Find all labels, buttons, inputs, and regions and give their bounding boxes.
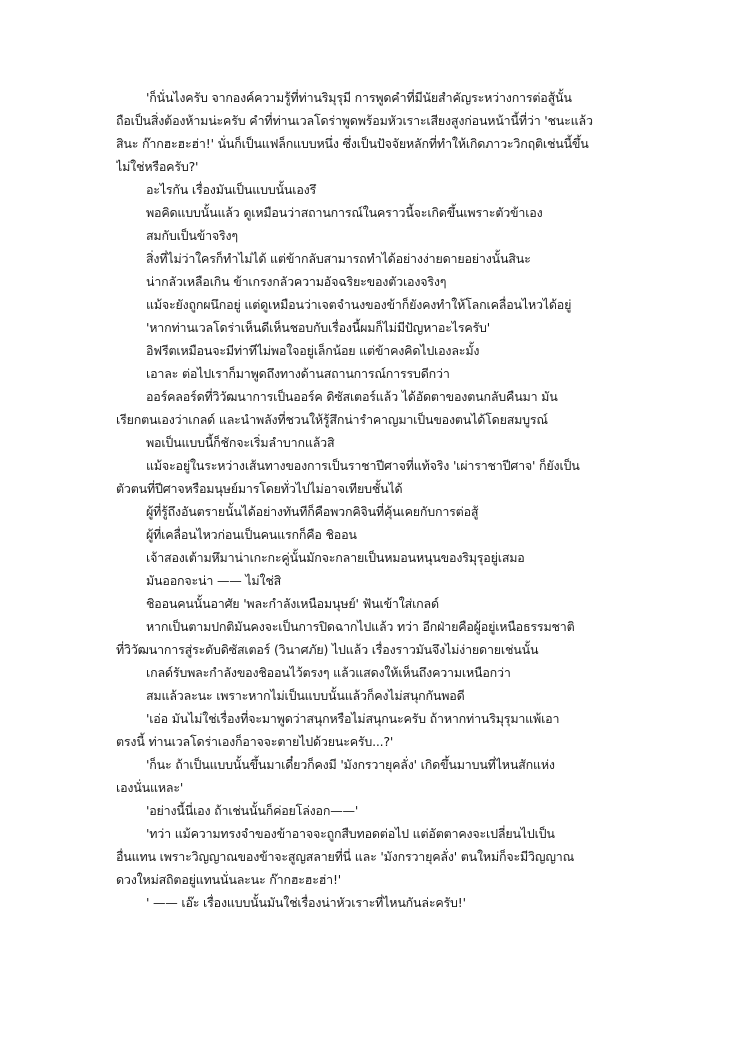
text-line: มันออกจะน่า —— ไม่ใช่สิ [146,573,282,588]
paragraph [116,822,638,891]
paragraph [116,661,638,684]
text-line: พอคิดแบบนั้นแล้ว ดูเหมือนว่าสถานการณ์ในคราวนี้จะเกิดขึ้นเพราะตัวข้าเอง [146,205,543,220]
text-line: ผู้ที่รู้ถึงอันตรายนั้นได้อย่างทันทีก็คือพวกคิจินที่คุ้นเคยกับการต่อสู้ [146,504,479,519]
text-line: เจ้าสองเต้ามหึมาน่าเกะกะคู่นั้นมักจะกลายเป็นหมอนหนุนของริมุรุอยู่เสมอ [146,550,525,565]
text-line: 'ก็นะ ถ้าเป็นแบบนั้นขึ้นมาเดี๋ยวก็คงมี 'มังกรวายุคลั่ง' เกิดขึ้นมาบนที่ไหนสักแห่ง [146,757,555,772]
text-line: พอเป็นแบบนี้ก็ชักจะเริ่มลำบากแล้วสิ [146,435,335,450]
paragraph [116,546,638,569]
text-line: ตรงนี้ ท่านเวลโดร่าเองก็อาจจะตายไปด้วยนะครับ...?' [116,734,394,749]
paragraph [116,201,638,224]
text-line: ผู้ที่เคลื่อนไหวก่อนเป็นคนแรกก็คือ ชิออน [146,527,357,542]
text-line: ที่วิวัฒนาการสู่ระดับดิซัสเตอร์ (วินาศภัย) ไปแล้ว เรื่องราวมันจึงไม่ง่ายดายเช่นนั้น [116,642,539,657]
text-line: แม้จะอยู่ในระหว่างเส้นทางของการเป็นราชาปีศาจที่แท้จริง 'เผ่าราชาปีศาจ' ก็ยังเป็น [146,458,580,473]
text-line: เอาละ ต่อไปเราก็มาพูดถึงทางด้านสถานการณ์การรบดีกว่า [146,366,450,381]
paragraph [116,178,638,201]
text-line: แม้จะยังถูกผนึกอยู่ แต่ดูเหมือนว่าเจตจำนงของข้าก็ยังคงทำให้โลกเคลื่อนไหวได้อยู่ [146,297,572,312]
paragraph [116,431,638,454]
text-line: สมแล้วละนะ เพราะหากไม่เป็นแบบนั้นแล้วก็คงไม่สนุกกันพอดี [146,688,465,703]
paragraph [116,270,638,293]
text-line: ตัวตนที่ปีศาจหรือมนุษย์มารโดยทั่วไปไม่อาจเทียบชั้นได้ [116,481,403,496]
text-line: ถือเป็นสิ่งต้องห้ามน่ะครับ คำที่ท่านเวลโดร่าพูดพร้อมหัวเราะเสียงสูงก่อนหน้านี้ที่ว่า 'ชนะแล้ว [116,113,593,128]
text-line: อื่นแทน เพราะวิญญาณของข้าจะสูญสลายที่นี่ และ 'มังกรวายุคลั่ง' ตนใหม่ก็จะมีวิญญาณ [116,849,574,864]
paragraph [116,500,638,523]
paragraph [116,86,638,178]
text-line: หากเป็นตามปกติมันคงจะเป็นการปิดฉากไปแล้ว ทว่า อีกฝ่ายคือผู้อยู่เหนือธรรมชาติ [146,619,575,634]
text-line: ' —— เอ๊ะ เรื่องแบบนั้นมันใช่เรื่องน่าหัวเราะที่ไหนกันล่ะครับ!' [146,895,466,910]
paragraph [116,684,638,707]
text-line: เกลด์รับพละกำลังของชิออนไว้ตรงๆ แล้วแสดงให้เห็นถึงความเหนือกว่า [146,665,511,680]
paragraph [116,339,638,362]
text-line: 'ทว่า แม้ความทรงจำของข้าอาจจะถูกสืบทอดต่อไป แต่อัตตาคงจะเปลี่ยนไปเป็น [146,826,555,841]
paragraph [116,799,638,822]
text-line: 'ก็นั่นไงครับ จากองค์ความรู้ที่ท่านริมุรุมี การพูดคำที่มีนัยสำคัญระหว่างการต่อสู้นั้น [146,90,572,105]
paragraph [116,293,638,316]
text-line: 'เอ่อ มันไม่ใช่เรื่องที่จะมาพูดว่าสนุกหรือไม่สนุกนะครับ ถ้าหากท่านริมุรุมาแพ้เอา [146,711,560,726]
text-line: สินะ ก๊ากฮะฮะฮ่า!' นั่นก็เป็นแฟล็กแบบหนึ่ง ซึ่งเป็นปัจจัยหลักที่ทำให้เกิดภาวะวิกฤติเช่นนี้ขึ้น [116,136,589,151]
paragraph [116,569,638,592]
text-line: อะไรกัน เรื่องมันเป็นแบบนั้นเองรึ [146,182,317,197]
text-line: ไม่ใช่หรือครับ?' [116,159,199,174]
text-line: 'อย่างนี้นี่เอง ถ้าเช่นนั้นก็ค่อยโล่งอก——' [146,803,359,818]
paragraph [116,362,638,385]
text-line: เองนั่นแหละ' [116,780,184,795]
paragraph [116,247,638,270]
paragraph [116,224,638,247]
paragraph [116,592,638,615]
paragraph [116,753,638,799]
text-line: ชิออนคนนั้นอาศัย 'พละกำลังเหนือมนุษย์' ฟันเข้าใส่เกลด์ [146,596,439,611]
text-line: ออร์คลอร์ดที่วิวัฒนาการเป็นออร์ค ดิซัสเตอร์แล้ว ได้อัดตาของตนกลับคืนมา มัน [146,389,558,404]
paragraph [116,891,638,914]
paragraph [116,454,638,500]
text-line: 'หากท่านเวลโดร่าเห็นดีเห็นชอบกับเรื่องนี้ผมก็ไม่มีปัญหาอะไรครับ' [146,320,490,335]
text-line: สมกับเป็นข้าจริงๆ [146,228,238,243]
paragraph [116,385,638,431]
text-line: อิฟรีตเหมือนจะมีท่าทีไม่พอใจอยู่เล็กน้อย แต่ข้าคงคิดไปเองละมั้ง [146,343,480,358]
paragraph [116,615,638,661]
text-line: สิ่งที่ไม่ว่าใครก็ทำไม่ได้ แต่ข้ากลับสามารถทำได้อย่างง่ายดายอย่างนั้นสินะ [146,251,531,266]
paragraph [116,316,638,339]
paragraph [116,523,638,546]
text-line: น่ากลัวเหลือเกิน ข้าเกรงกลัวความอัจฉริยะของตัวเองจริงๆ [146,274,447,289]
text-line: เรียกตนเองว่าเกลด์ และนำพลังที่ชวนให้รู้สึกน่ารำคาญมาเป็นของตนได้โดยสมบูรณ์ [116,412,548,427]
text-line: ดวงใหม่สถิตอยู่แทนนั่นละนะ ก๊ากฮะฮะฮ่า!' [116,872,342,887]
paragraph [116,707,638,753]
